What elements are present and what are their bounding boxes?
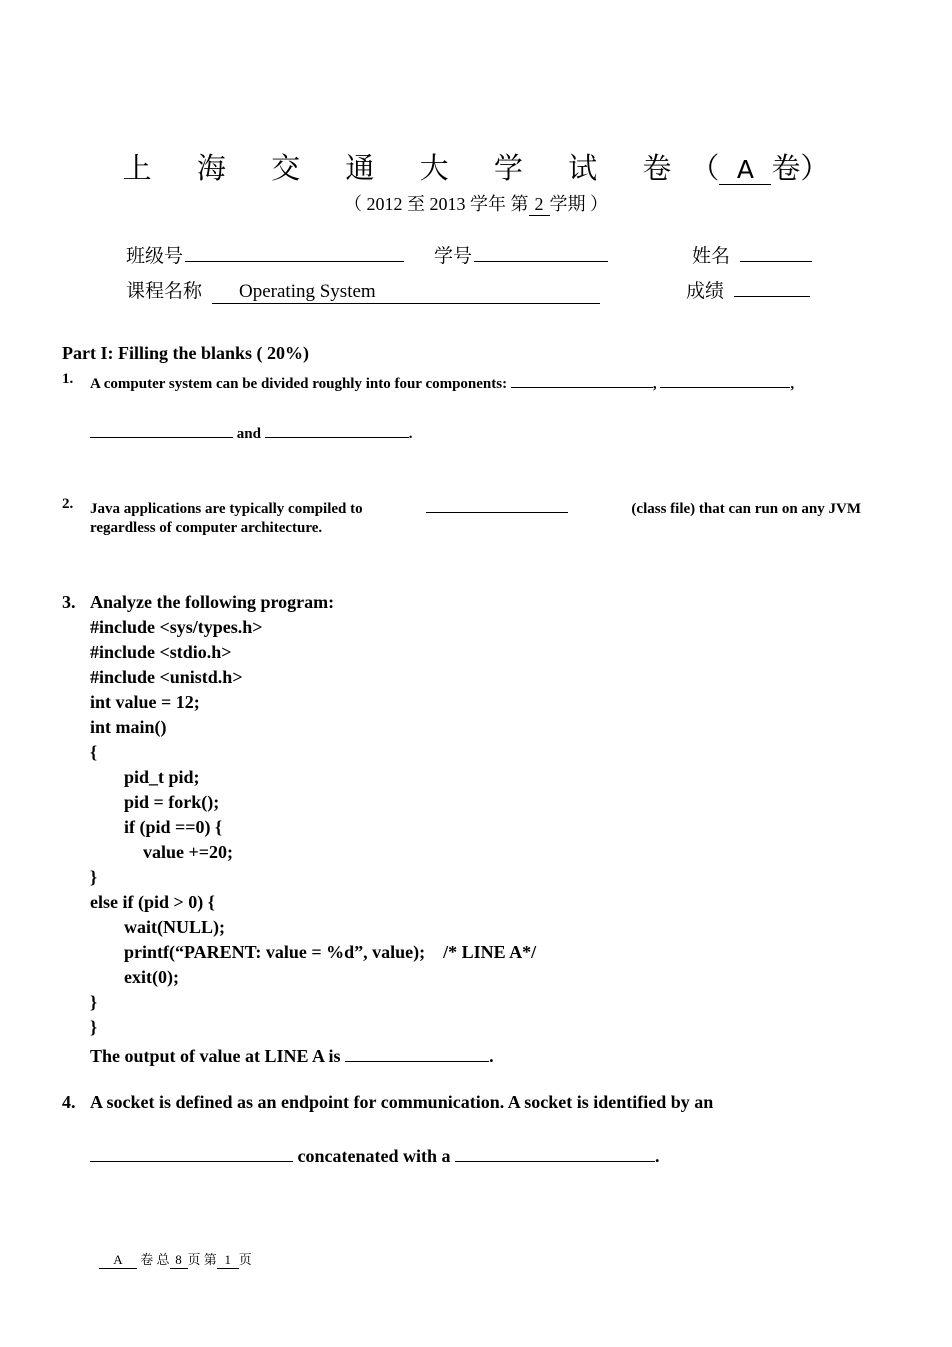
exam-title [0, 146, 952, 187]
exam-subtitle [0, 190, 952, 216]
code-line: int value = 12; [90, 692, 200, 712]
q1-comma-2: , [790, 375, 795, 392]
q4-text: A socket is defined as an endpoint for communication. A socket is identified by an [90, 1092, 714, 1112]
q1-blank-3[interactable] [90, 421, 233, 438]
q3-output-text: The output of value at LINE A is [90, 1045, 341, 1066]
code-line: if (pid ==0) { [124, 817, 223, 837]
score-field [686, 276, 810, 303]
q4-blank-2[interactable] [455, 1142, 655, 1162]
name-blank[interactable] [740, 241, 812, 262]
code-line: } [90, 867, 98, 887]
part1-title: Part I: Filling the blanks ( 20%) [62, 343, 310, 363]
code-line: #include <stdio.h> [90, 642, 232, 662]
footer-ye: 页 [238, 1252, 252, 1267]
code-line: exit(0); [124, 967, 179, 987]
exam-title-suffix: 卷） [771, 153, 830, 185]
footer-juan-zong: 卷 总 [140, 1252, 170, 1267]
q4-number: 4. [62, 1092, 76, 1112]
q1-number: 1. [62, 371, 74, 387]
question-1-line-2 [90, 421, 412, 443]
code-line: } [90, 992, 98, 1012]
score-blank[interactable] [734, 276, 810, 297]
code-line: printf(“PARENT: value = %d”, value); /* LINE A*/ [124, 942, 537, 962]
page-footer [99, 1249, 252, 1269]
code-line: pid = fork(); [124, 792, 220, 812]
q1-comma-1: , [652, 375, 657, 392]
footer-total-pages: 8 [170, 1252, 188, 1269]
q3-intro: Analyze the following program: [90, 592, 335, 612]
q3-output-line [90, 1042, 494, 1067]
q1-and: and [236, 425, 261, 442]
q2-text-before: Java applications are typically compiled to [90, 500, 363, 517]
code-line: else if (pid > 0) { [90, 892, 215, 912]
q3-period: . [489, 1045, 494, 1066]
name-field [692, 241, 812, 268]
q4-period: . [654, 1145, 660, 1166]
course-blank [212, 281, 600, 304]
q1-text: A computer system can be divided roughly into four components: [90, 375, 508, 392]
code-line: { [90, 742, 98, 762]
code-line: #include <sys/types.h> [90, 617, 263, 637]
class-number-field [126, 241, 404, 268]
footer-ye-di: 页 第 [187, 1252, 217, 1267]
subtitle-close: 学期 ） [549, 194, 608, 214]
q4-line-2 [90, 1142, 659, 1167]
name-label: 姓名 [692, 246, 731, 267]
subtitle-years: （ 2012 至 2013 学年 第 [344, 194, 529, 214]
q3-output-blank[interactable] [345, 1042, 489, 1062]
q1-blank-4[interactable] [265, 421, 409, 438]
student-id-label: 学号 [434, 246, 473, 267]
q4-blank-1[interactable] [90, 1142, 293, 1162]
code-line: wait(NULL); [124, 917, 225, 937]
course-value: Operating System [239, 281, 376, 302]
q1-blank-1[interactable] [511, 371, 653, 388]
class-number-blank[interactable] [185, 241, 404, 262]
q1-blank-2[interactable] [660, 371, 790, 388]
exam-title-main: 上 海 交 通 大 学 试 卷 [122, 153, 691, 185]
footer-version: A [99, 1252, 137, 1269]
q2-blank[interactable] [426, 496, 568, 513]
q2-line-2: regardless of computer architecture. [90, 520, 323, 536]
q4-middle: concatenated with a [297, 1145, 451, 1166]
exam-version: A [719, 156, 771, 185]
q3-number: 3. [62, 592, 76, 612]
subtitle-term: 2 [529, 194, 550, 216]
score-label: 成绩 [686, 281, 725, 302]
code-line: pid_t pid; [124, 767, 200, 787]
code-line: int main() [90, 717, 167, 737]
course-label: 课程名称 [126, 281, 203, 302]
code-line: #include <unistd.h> [90, 667, 243, 687]
code-line: value +=20; [143, 842, 234, 862]
course-field [126, 276, 600, 304]
code-line: } [90, 1017, 98, 1037]
q2-number-text: 2. [62, 496, 74, 512]
footer-page: 1 [217, 1252, 239, 1269]
exam-title-paren: （ [690, 153, 720, 185]
student-id-field [434, 241, 608, 268]
q2-text-after: (class file) that can run on any JVM [631, 500, 861, 517]
class-number-label: 班级号 [126, 246, 184, 267]
q1-period: . [408, 425, 413, 442]
student-id-blank[interactable] [474, 241, 608, 262]
